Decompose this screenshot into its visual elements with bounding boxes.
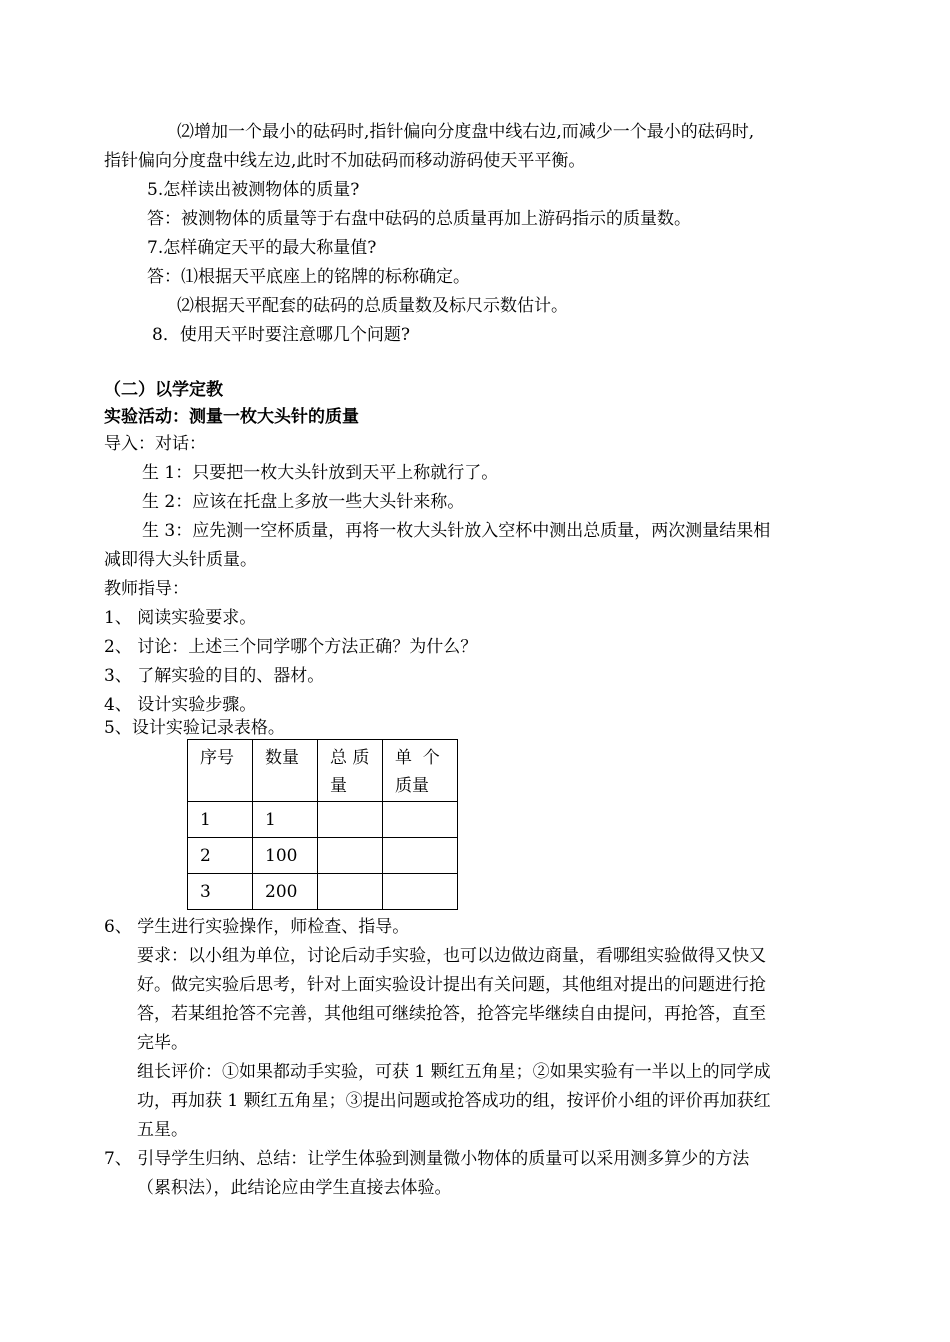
table-cell: 2 [188,838,253,874]
summary-line: （累积法），此结论应由学生直接去体验。 [137,1178,452,1198]
table-cell [318,838,383,874]
table-header-row [188,740,458,802]
list-item: 1、 阅读实验要求。 [104,608,257,628]
table-cell [383,802,458,838]
table-cell: 1 [253,802,318,838]
list-item: 7、 引导学生归纳、总结：让学生体验到测量微小物体的质量可以采用测多算少的方法 [104,1149,750,1169]
requirement-line: 答，若某组抢答不完善，其他组可继续抢答，抢答完毕继续自由提问，再抢答，直至 [137,1004,766,1024]
question-5: 5.怎样读出被测物体的质量? [147,180,360,200]
table-row [188,802,458,838]
list-item: 5、设计实验记录表格。 [104,718,285,738]
teacher-guide-title: 教师指导： [104,579,189,599]
dialog-student-2: 生 2：应该在托盘上多放一些大头针来称。 [142,492,465,512]
intro-line: 导入：对话： [104,434,206,454]
table-cell: 1 [188,802,253,838]
header-cell: 总 质 量 [318,740,383,802]
requirement-line: 好。做完实验后思考，针对上面实验设计提出有关问题，其他组对提出的问题进行抢 [137,975,766,995]
table-row [188,838,458,874]
paragraph-line: ⑵增加一个最小的砝码时,指针偏向分度盘中线右边,而减少一个最小的砝码时, [177,122,755,142]
table-cell [318,802,383,838]
list-item: 6、 学生进行实验操作，师检查、指导。 [104,917,410,937]
evaluation-line: 组长评价：①如果都动手实验，可获 1 颗红五角星；②如果实验有一半以上的同学成 [137,1062,771,1082]
requirement-line: 要求：以小组为单位，讨论后动手实验，也可以边做边商量，看哪组实验做得又快又 [137,946,766,966]
table-cell [383,838,458,874]
table-cell [318,874,383,910]
list-item: 4、 设计实验步骤。 [104,695,257,715]
requirement-line: 完毕。 [137,1033,188,1053]
dialog-student-3: 生 3：应先测一空杯质量，再将一枚大头针放入空杯中测出总质量，两次测量结果相 [142,521,771,541]
header-cell: 序号 [188,740,253,802]
answer-5: 答：被测物体的质量等于右盘中砝码的总质量再加上游码指示的质量数。 [147,209,691,229]
list-item: 3、 了解实验的目的、器材。 [104,666,325,686]
table-cell [383,874,458,910]
dialog-student-3-cont: 减即得大头针质量。 [104,550,257,570]
header-cell: 单 个 质量 [383,740,458,802]
evaluation-line: 功，再加获 1 颗红五角星；③提出问题或抢答成功的组，按评价小组的评价再加获红 [137,1091,771,1111]
answer-7-1: 答：⑴根据天平底座上的铭牌的标称确定。 [147,267,470,287]
question-8: 8．使用天平时要注意哪几个问题? [152,325,410,345]
question-7: 7.怎样确定天平的最大称量值? [147,238,377,258]
activity-heading: 实验活动：测量一枚大头针的质量 [104,407,359,427]
table-cell: 100 [253,838,318,874]
answer-7-2: ⑵根据天平配套的砝码的总质量数及标尺示数估计。 [177,296,568,316]
dialog-student-1: 生 1：只要把一枚大头针放到天平上称就行了。 [142,463,499,483]
header-cell: 数量 [253,740,318,802]
list-item: 2、 讨论：上述三个同学哪个方法正确？为什么？ [104,637,478,657]
section-heading: （二）以学定教 [104,380,223,400]
table-cell: 3 [188,874,253,910]
evaluation-line: 五星。 [137,1120,188,1140]
table-cell: 200 [253,874,318,910]
table-row [188,874,458,910]
paragraph-line: 指针偏向分度盘中线左边,此时不加砝码而移动游码使天平平衡。 [104,151,586,171]
record-table [187,739,458,910]
